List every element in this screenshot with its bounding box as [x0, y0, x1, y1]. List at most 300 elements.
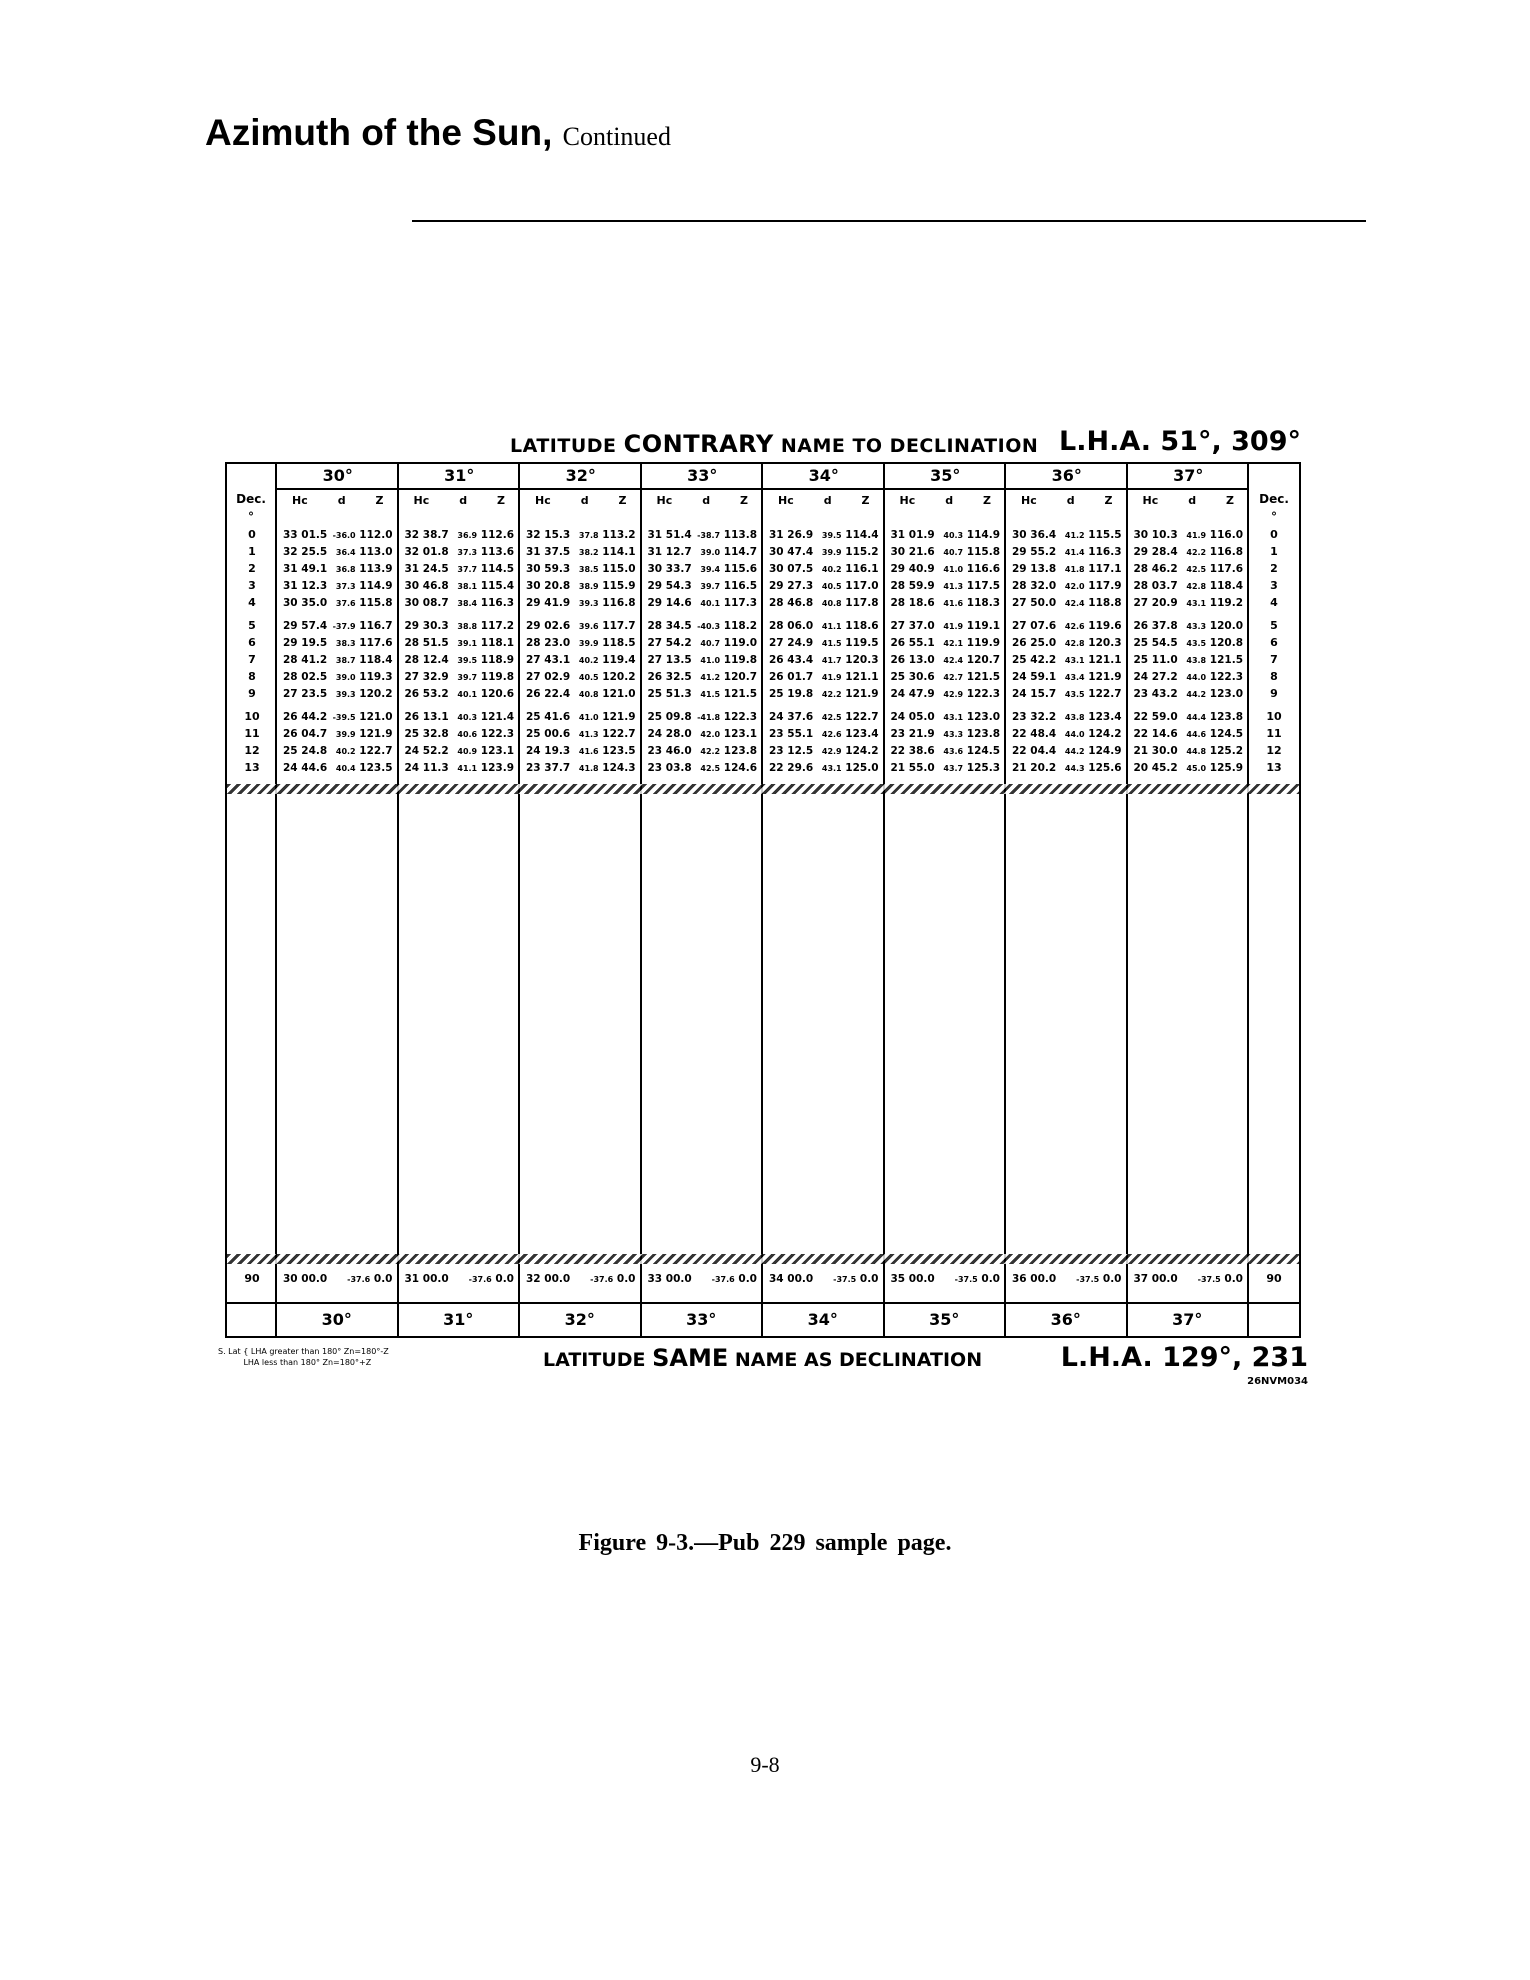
d-z-group — [943, 728, 1000, 740]
table-cell — [642, 742, 764, 759]
hc-value: 22 29.6 — [769, 761, 814, 774]
d-value: 37.6 — [335, 598, 356, 608]
d-z-group — [457, 762, 514, 774]
d-z-group — [943, 654, 1000, 666]
d-z-group — [1065, 688, 1122, 700]
table-cell — [399, 594, 521, 611]
d-z-group — [336, 688, 393, 700]
hc-value: 25 11.0 — [1133, 653, 1178, 666]
d-z-group — [579, 671, 636, 683]
table-cell — [1006, 617, 1128, 634]
table-row — [277, 725, 1249, 742]
hc-value: 31 49.1 — [283, 562, 328, 575]
d-z-group — [347, 1273, 392, 1285]
z-value: 117.7 — [602, 619, 636, 632]
table-cell — [520, 1270, 642, 1287]
d-z-group — [700, 580, 757, 592]
dec-row-label: 13 — [244, 761, 260, 774]
d-value: 37.3 — [457, 547, 478, 557]
table-cell — [399, 577, 521, 594]
z-value: 123.4 — [845, 727, 879, 740]
hc-value: 29 41.9 — [526, 596, 571, 609]
dec-row-label: 4 — [1270, 596, 1278, 609]
d-value: 41.1 — [821, 621, 842, 631]
table-cell — [520, 685, 642, 702]
table-cell — [1128, 708, 1250, 725]
hc-value: 28 41.2 — [283, 653, 328, 666]
d-z-group — [1186, 529, 1243, 541]
sub-header-group — [399, 490, 521, 510]
z-value: 117.3 — [723, 596, 757, 609]
table-cell — [399, 526, 521, 543]
dec-row-label: 6 — [248, 636, 256, 649]
z-value: 120.3 — [845, 653, 879, 666]
hc-value: 28 03.7 — [1133, 579, 1178, 592]
z-value: 118.9 — [480, 653, 514, 666]
sub-header-d: d — [1066, 493, 1075, 507]
d-value: 39.4 — [700, 564, 721, 574]
dec-row-label: 90 — [244, 1272, 260, 1285]
hc-value: 26 44.2 — [283, 710, 328, 723]
note-prefix: S. Lat — [218, 1347, 241, 1356]
table-cell — [763, 668, 885, 685]
table-cell — [1128, 543, 1250, 560]
d-z-group — [697, 711, 757, 723]
hc-value: 33 01.5 — [283, 528, 328, 541]
southern-latitude-note: S. Lat { LHA greater than 180° Zn=180°-Z LHA less than 180° Zn=180°+Z — [218, 1347, 389, 1367]
dec-row-label: 10 — [1266, 710, 1282, 723]
hc-value: 27 07.6 — [1012, 619, 1057, 632]
z-value: 115.8 — [359, 596, 393, 609]
dec-row-label: 4 — [248, 596, 256, 609]
table-cell — [642, 651, 764, 668]
z-value: 121.5 — [1209, 653, 1243, 666]
table-cell — [1006, 651, 1128, 668]
hc-value: 29 54.3 — [647, 579, 692, 592]
d-z-group — [457, 620, 514, 632]
d-z-group — [1076, 1273, 1121, 1285]
z-value: 121.5 — [966, 670, 1000, 683]
table-cell — [763, 594, 885, 611]
z-value: 123.8 — [1209, 710, 1243, 723]
table-row — [277, 759, 1249, 776]
sub-header-z: Z — [375, 493, 384, 507]
d-value: 41.0 — [700, 655, 721, 665]
dec-row-label: 9 — [1270, 687, 1278, 700]
d-value: 39.7 — [457, 672, 478, 682]
hc-value: 28 46.8 — [769, 596, 814, 609]
table-cell — [1128, 1270, 1250, 1287]
hc-value: 30 21.6 — [890, 545, 935, 558]
z-value: 115.8 — [966, 545, 1000, 558]
dec-row-label: 11 — [244, 727, 260, 740]
d-z-group — [336, 546, 393, 558]
z-value: 0.0 — [859, 1272, 879, 1285]
d-value: 39.0 — [700, 547, 721, 557]
d-value: 42.2 — [821, 689, 842, 699]
sub-header-z: Z — [1104, 493, 1113, 507]
sub-header-group — [1006, 490, 1128, 510]
d-z-group — [333, 529, 393, 541]
table-cell — [885, 577, 1007, 594]
d-value: -37.5 — [833, 1274, 857, 1284]
z-value: 119.5 — [845, 636, 879, 649]
table-cell — [399, 651, 521, 668]
hc-value: 24 37.6 — [769, 710, 814, 723]
d-z-group — [712, 1273, 757, 1285]
d-value: 44.2 — [1064, 746, 1085, 756]
table-cell — [520, 594, 642, 611]
d-value: 41.2 — [1064, 530, 1085, 540]
d-z-group — [336, 563, 393, 575]
hc-value: 31 51.4 — [647, 528, 692, 541]
hc-value: 28 46.2 — [1133, 562, 1178, 575]
d-value: 39.9 — [578, 638, 599, 648]
d-z-group — [457, 529, 514, 541]
z-value: 116.3 — [480, 596, 514, 609]
hc-value: 24 28.0 — [647, 727, 692, 740]
z-value: 117.9 — [1088, 579, 1122, 592]
d-value: -37.6 — [590, 1274, 614, 1284]
table-cell — [1006, 543, 1128, 560]
sub-header-hc: Hc — [1142, 493, 1159, 507]
table-cell — [399, 708, 521, 725]
dec-row-label: 1 — [1270, 545, 1278, 558]
hc-value: 22 04.4 — [1012, 744, 1057, 757]
hc-value: 24 15.7 — [1012, 687, 1057, 700]
z-value: 114.9 — [966, 528, 1000, 541]
hc-value: 24 05.0 — [890, 710, 935, 723]
z-value: 120.0 — [1209, 619, 1243, 632]
d-z-group — [943, 711, 1000, 723]
hc-value: 22 59.0 — [1133, 710, 1178, 723]
z-value: 120.7 — [723, 670, 757, 683]
sub-header-z: Z — [1226, 493, 1235, 507]
table-cell — [277, 543, 399, 560]
d-z-group — [1065, 580, 1122, 592]
z-value: 0.0 — [616, 1272, 636, 1285]
hc-value: 31 24.5 — [404, 562, 449, 575]
table-cell — [642, 560, 764, 577]
z-value: 122.3 — [966, 687, 1000, 700]
table-cell — [277, 742, 399, 759]
dec-row-label: 90 — [1266, 1272, 1282, 1285]
table-cell — [520, 759, 642, 776]
hc-value: 27 02.9 — [526, 670, 571, 683]
d-z-group — [700, 728, 757, 740]
z-value: 113.0 — [359, 545, 393, 558]
z-value: 117.6 — [359, 636, 393, 649]
hc-value: 29 30.3 — [404, 619, 449, 632]
dec-header: Dec. — [236, 492, 266, 506]
z-value: 0.0 — [1102, 1272, 1122, 1285]
hc-value: 23 37.7 — [526, 761, 571, 774]
table-cell — [763, 708, 885, 725]
table-cell — [1128, 577, 1250, 594]
d-z-group — [457, 563, 514, 575]
sub-header-d: d — [1188, 493, 1197, 507]
table-cell — [1006, 685, 1128, 702]
hc-value: 22 48.4 — [1012, 727, 1057, 740]
d-value: 42.5 — [700, 763, 721, 773]
d-z-group — [457, 597, 514, 609]
d-z-group — [943, 745, 1000, 757]
d-value: 36.8 — [335, 564, 356, 574]
d-value: 43.5 — [1064, 689, 1085, 699]
d-value: 40.5 — [821, 581, 842, 591]
table-cell — [763, 685, 885, 702]
d-z-group — [700, 597, 757, 609]
z-value: 115.2 — [845, 545, 879, 558]
d-value: 43.1 — [1186, 598, 1207, 608]
z-value: 123.0 — [1209, 687, 1243, 700]
table-row — [277, 617, 1249, 634]
d-value: 38.8 — [457, 621, 478, 631]
sub-header-group — [763, 490, 885, 510]
d-value: 42.9 — [821, 746, 842, 756]
z-value: 124.2 — [1088, 727, 1122, 740]
d-value: 40.1 — [700, 598, 721, 608]
d-z-group — [336, 654, 393, 666]
table-cell — [277, 1270, 399, 1287]
latitude-footer-label: 30° — [277, 1304, 399, 1336]
d-z-group — [943, 546, 1000, 558]
d-z-group — [579, 637, 636, 649]
d-z-group — [822, 728, 879, 740]
table-cell — [763, 526, 885, 543]
hc-value: 26 53.2 — [404, 687, 449, 700]
d-z-group — [579, 745, 636, 757]
d-z-group — [822, 671, 879, 683]
table-cell — [1128, 742, 1250, 759]
hc-value: 31 26.9 — [769, 528, 814, 541]
bottom-label-pre: LATITUDE — [543, 1349, 646, 1371]
latitude-header: 37° — [1173, 466, 1204, 485]
z-value: 125.0 — [845, 761, 879, 774]
latitude-header: 36° — [1051, 466, 1082, 485]
d-value: 37.3 — [335, 581, 356, 591]
z-value: 113.9 — [359, 562, 393, 575]
d-z-group — [1186, 671, 1243, 683]
hc-value: 26 55.1 — [890, 636, 935, 649]
dec-row-label: 8 — [248, 670, 256, 683]
top-lha: L.H.A. 51°, 309° — [1059, 426, 1301, 457]
table-cell — [642, 634, 764, 651]
d-z-group — [700, 654, 757, 666]
z-value: 122.7 — [602, 727, 636, 740]
table-cell — [399, 685, 521, 702]
table-cell — [520, 560, 642, 577]
d-value: 41.7 — [821, 655, 842, 665]
latitude-footer-label: 36° — [1006, 1304, 1128, 1336]
z-value: 112.0 — [359, 528, 393, 541]
d-z-group — [700, 637, 757, 649]
hc-value: 23 46.0 — [647, 744, 692, 757]
d-z-group — [579, 654, 636, 666]
hc-value: 30 35.0 — [283, 596, 328, 609]
z-value: 120.2 — [602, 670, 636, 683]
d-z-group — [1065, 762, 1122, 774]
d-z-group — [457, 546, 514, 558]
z-value: 119.6 — [1088, 619, 1122, 632]
latitude-header: 31° — [444, 466, 475, 485]
d-value: -37.5 — [1197, 1274, 1221, 1284]
d-value: 42.0 — [700, 729, 721, 739]
z-value: 122.3 — [480, 727, 514, 740]
z-value: 117.8 — [845, 596, 879, 609]
hc-value: 28 34.5 — [647, 619, 692, 632]
d-z-group — [1186, 597, 1243, 609]
d-z-group — [700, 745, 757, 757]
sub-header-group — [1128, 490, 1250, 510]
table-cell — [642, 617, 764, 634]
sub-header-d: d — [823, 493, 832, 507]
d-value: 41.3 — [943, 581, 964, 591]
d-z-group — [333, 620, 393, 632]
table-bottom-header — [218, 1342, 1308, 1402]
table-cell — [520, 577, 642, 594]
d-z-group — [822, 762, 879, 774]
d-value: 38.3 — [335, 638, 356, 648]
d-value: 39.3 — [578, 598, 599, 608]
d-z-group — [579, 546, 636, 558]
d-value: 41.9 — [1186, 530, 1207, 540]
d-z-group — [822, 563, 879, 575]
hc-value: 27 20.9 — [1133, 596, 1178, 609]
d-value: 40.8 — [578, 689, 599, 699]
table-cell — [763, 560, 885, 577]
latitude-footer-label: 33° — [642, 1304, 764, 1336]
hc-value: 25 51.3 — [647, 687, 692, 700]
azimuth-table — [225, 462, 1301, 1338]
hc-value: 23 55.1 — [769, 727, 814, 740]
z-value: 114.7 — [723, 545, 757, 558]
figure-code: 26NVM034 — [1247, 1376, 1308, 1387]
divider — [412, 220, 1366, 222]
table-cell — [1128, 759, 1250, 776]
hc-value: 31 00.0 — [404, 1272, 449, 1285]
d-value: 40.2 — [821, 564, 842, 574]
hc-value: 30 33.7 — [647, 562, 692, 575]
d-value: 43.3 — [1186, 621, 1207, 631]
table-row — [277, 526, 1249, 543]
d-z-group — [457, 688, 514, 700]
table-cell — [763, 651, 885, 668]
table-cell — [885, 560, 1007, 577]
d-z-group — [1186, 688, 1243, 700]
z-value: 123.5 — [359, 761, 393, 774]
d-value: 41.8 — [1064, 564, 1085, 574]
hc-value: 26 22.4 — [526, 687, 571, 700]
dec-row-label: 5 — [248, 619, 256, 632]
z-value: 124.3 — [602, 761, 636, 774]
table-cell — [642, 526, 764, 543]
d-value: 43.5 — [1186, 638, 1207, 648]
z-value: 113.8 — [723, 528, 757, 541]
figure-caption: Figure 9-3.—Pub 229 sample page. — [578, 1530, 952, 1556]
table-row — [277, 594, 1249, 611]
d-value: 40.7 — [943, 547, 964, 557]
d-z-group — [457, 711, 514, 723]
hc-value: 25 42.2 — [1012, 653, 1057, 666]
d-z-group — [943, 529, 1000, 541]
sub-header-group — [520, 490, 642, 510]
d-z-group — [336, 671, 393, 683]
d-z-group — [579, 728, 636, 740]
z-value: 116.1 — [845, 562, 879, 575]
z-value: 117.5 — [966, 579, 1000, 592]
z-value: 124.5 — [1209, 727, 1243, 740]
hc-value: 27 23.5 — [283, 687, 328, 700]
d-z-group — [1186, 546, 1243, 558]
z-value: 119.2 — [1209, 596, 1243, 609]
d-z-group — [822, 597, 879, 609]
table-row — [277, 634, 1249, 651]
hc-value: 28 06.0 — [769, 619, 814, 632]
d-z-group — [833, 1273, 878, 1285]
sub-header-d: d — [702, 493, 711, 507]
d-z-group — [579, 580, 636, 592]
z-value: 125.2 — [1209, 744, 1243, 757]
table-cell — [399, 668, 521, 685]
z-value: 116.7 — [359, 619, 393, 632]
table-cell — [520, 526, 642, 543]
z-value: 119.8 — [480, 670, 514, 683]
hc-value: 29 19.5 — [283, 636, 328, 649]
latitude-header: 33° — [687, 466, 718, 485]
d-value: 41.4 — [1064, 547, 1085, 557]
z-value: 115.4 — [480, 579, 514, 592]
hc-value: 29 27.3 — [769, 579, 814, 592]
sub-header-d: d — [337, 493, 346, 507]
hc-value: 21 55.0 — [890, 761, 935, 774]
z-value: 114.4 — [845, 528, 879, 541]
z-value: 119.1 — [966, 619, 1000, 632]
hc-value: 26 04.7 — [283, 727, 328, 740]
d-value: 38.2 — [578, 547, 599, 557]
z-value: 118.1 — [480, 636, 514, 649]
d-z-group — [943, 580, 1000, 592]
d-value: 44.6 — [1186, 729, 1207, 739]
table-cell — [1006, 560, 1128, 577]
z-value: 122.7 — [1088, 687, 1122, 700]
d-value: 42.7 — [943, 672, 964, 682]
hc-value: 30 47.4 — [769, 545, 814, 558]
d-value: 39.5 — [457, 655, 478, 665]
table-row — [277, 560, 1249, 577]
z-value: 121.9 — [1088, 670, 1122, 683]
title-text: Azimuth of the Sun, — [205, 112, 553, 153]
hc-value: 28 02.5 — [283, 670, 328, 683]
table-cell — [642, 708, 764, 725]
table-cell — [1006, 668, 1128, 685]
d-value: 39.3 — [335, 689, 356, 699]
z-value: 121.5 — [723, 687, 757, 700]
hc-value: 29 40.9 — [890, 562, 935, 575]
table-cell — [642, 685, 764, 702]
hc-value: 27 54.2 — [647, 636, 692, 649]
table-cell — [277, 634, 399, 651]
d-value: 41.6 — [943, 598, 964, 608]
table-cell — [399, 1270, 521, 1287]
table-row — [277, 668, 1249, 685]
d-value: 42.4 — [943, 655, 964, 665]
d-value: 42.6 — [1064, 621, 1085, 631]
d-value: -37.6 — [347, 1274, 371, 1284]
dec-header: Dec. — [1259, 492, 1289, 506]
table-cell — [642, 759, 764, 776]
sub-header-hc: Hc — [656, 493, 673, 507]
